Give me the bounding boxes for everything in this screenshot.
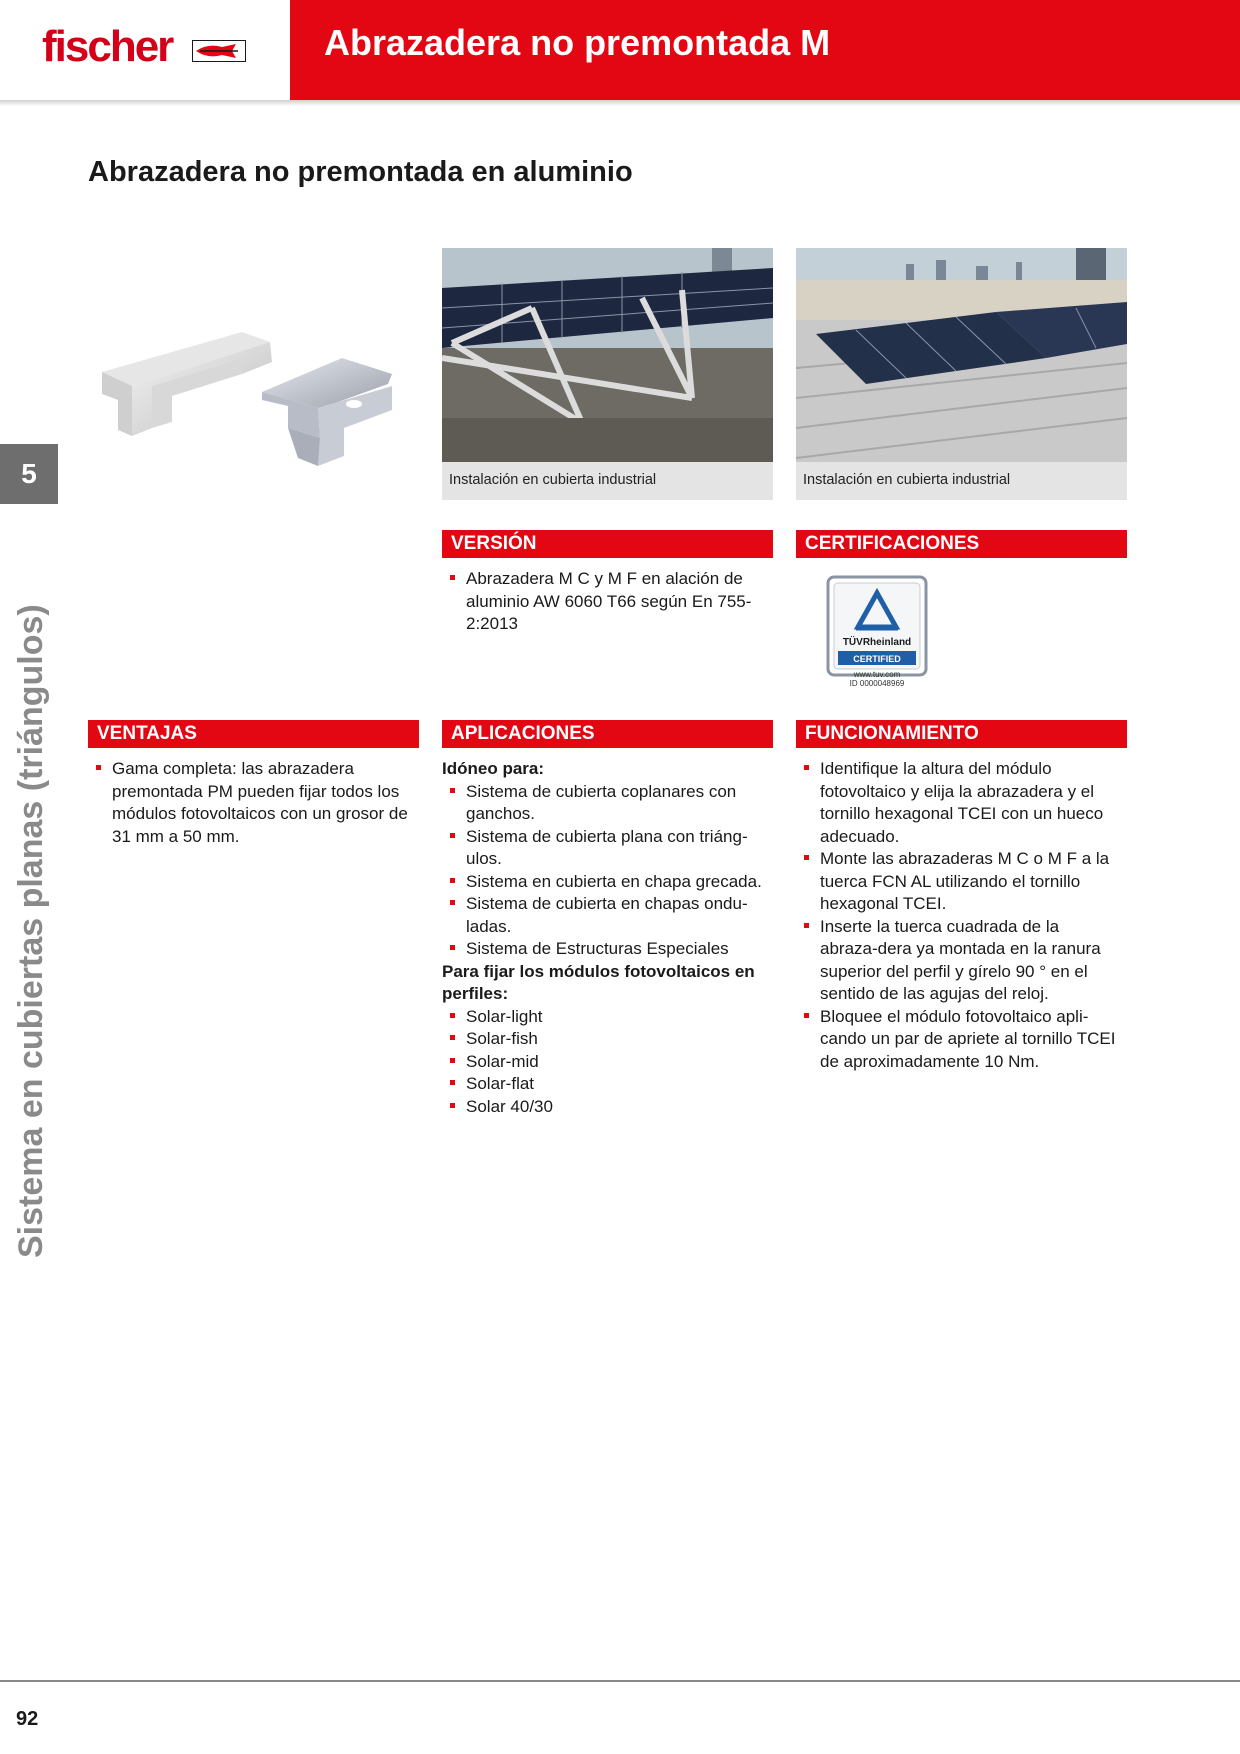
applications-intro: Idóneo para: [442, 759, 545, 778]
certifications-heading: CERTIFICACIONES [796, 530, 1127, 558]
operation-body [796, 758, 1116, 1073]
title-bar [290, 0, 1240, 100]
page-title: Abrazadera no premontada M [324, 22, 831, 63]
profile-item: Solar-mid [442, 1051, 762, 1074]
profile-item: Solar-flat [442, 1073, 762, 1096]
application-item: Sistema de Estructuras Especiales [442, 938, 762, 961]
applications-body [442, 758, 762, 1118]
solar-roof-photo [796, 248, 1127, 462]
header-shadow [0, 100, 1240, 106]
brand-logo [0, 0, 290, 100]
tuv-brand-text: TÜVRheinland [842, 637, 912, 648]
advantages-body [88, 758, 408, 848]
profile-item: Solar-fish [442, 1028, 762, 1051]
application-item: Sistema de cubierta plana con triáng-ulos. [442, 826, 762, 871]
photo-caption: Instalación en cubierta industrial [449, 472, 657, 488]
version-heading: VERSIÓN [442, 530, 773, 558]
page-number: 92 [16, 1708, 39, 1730]
section-title: Abrazadera no premontada en aluminio [88, 156, 633, 188]
tuv-certified-text: CERTIFIED [853, 654, 901, 664]
photo-card-triangles [442, 248, 773, 500]
operation-step: Monte las abrazaderas M C o M F a la tuerca FCN AL utilizando el tornillo hexagonal TCEI. [796, 848, 1116, 916]
applications-intro-profiles: Para fijar los módulos fotovoltaicos en perfiles: [442, 961, 755, 1003]
cert-web: www.tuv.com [853, 670, 901, 679]
clamp-product-image [92, 310, 432, 490]
application-item: Sistema en cubierta en chapa grecada. [442, 871, 762, 894]
cert-id: ID 0000048969 [849, 679, 905, 688]
brand-name: fischer [42, 22, 173, 71]
footer-divider [0, 1680, 1240, 1682]
operation-heading: FUNCIONAMIENTO [796, 720, 1127, 748]
chapter-tab: 5 [0, 444, 58, 504]
version-body [442, 568, 762, 636]
profile-item: Solar 40/30 [442, 1096, 762, 1119]
fish-logo-icon [192, 40, 246, 62]
application-item: Sistema de cubierta coplanares con ganchos. [442, 781, 762, 826]
advantage-item: Gama completa: las abrazadera premontada PM pueden fijar todos los módulos fotovoltaicos con un grosor de 31 mm a 50 mm. [88, 758, 408, 848]
profile-item: Solar-light [442, 1006, 762, 1029]
applications-heading: APLICACIONES [442, 720, 773, 748]
application-item: Sistema de cubierta en chapas ondu-ladas. [442, 893, 762, 938]
version-item: Abrazadera M C y M F en alación de aluminio AW 6060 T66 según En 755-2:2013 [442, 568, 762, 636]
operation-step: Inserte la tuerca cuadrada de la abraza-dera ya montada en la ranura superior del perfil y gírelo 90 ° en el sentido de las agujas del reloj. [796, 916, 1116, 1006]
photo-card-roof [796, 248, 1127, 500]
photo-caption: Instalación en cubierta industrial [803, 472, 1011, 488]
cert-web-info [826, 670, 928, 688]
operation-step: Bloquee el módulo fotovoltaico apli-cando un par de apriete al tornillo TCEI de aproximadamente 10 Nm. [796, 1006, 1116, 1074]
solar-triangle-photo [442, 248, 773, 462]
advantages-heading: VENTAJAS [88, 720, 419, 748]
operation-step: Identifique la altura del módulo fotovoltaico y elija la abrazadera y el tornillo hexagonal TCEI con un hueco adecuado. [796, 758, 1116, 848]
page-header [0, 0, 1240, 100]
chapter-side-label: Sistema en cubiertas planas (triángulos) [12, 604, 50, 1258]
